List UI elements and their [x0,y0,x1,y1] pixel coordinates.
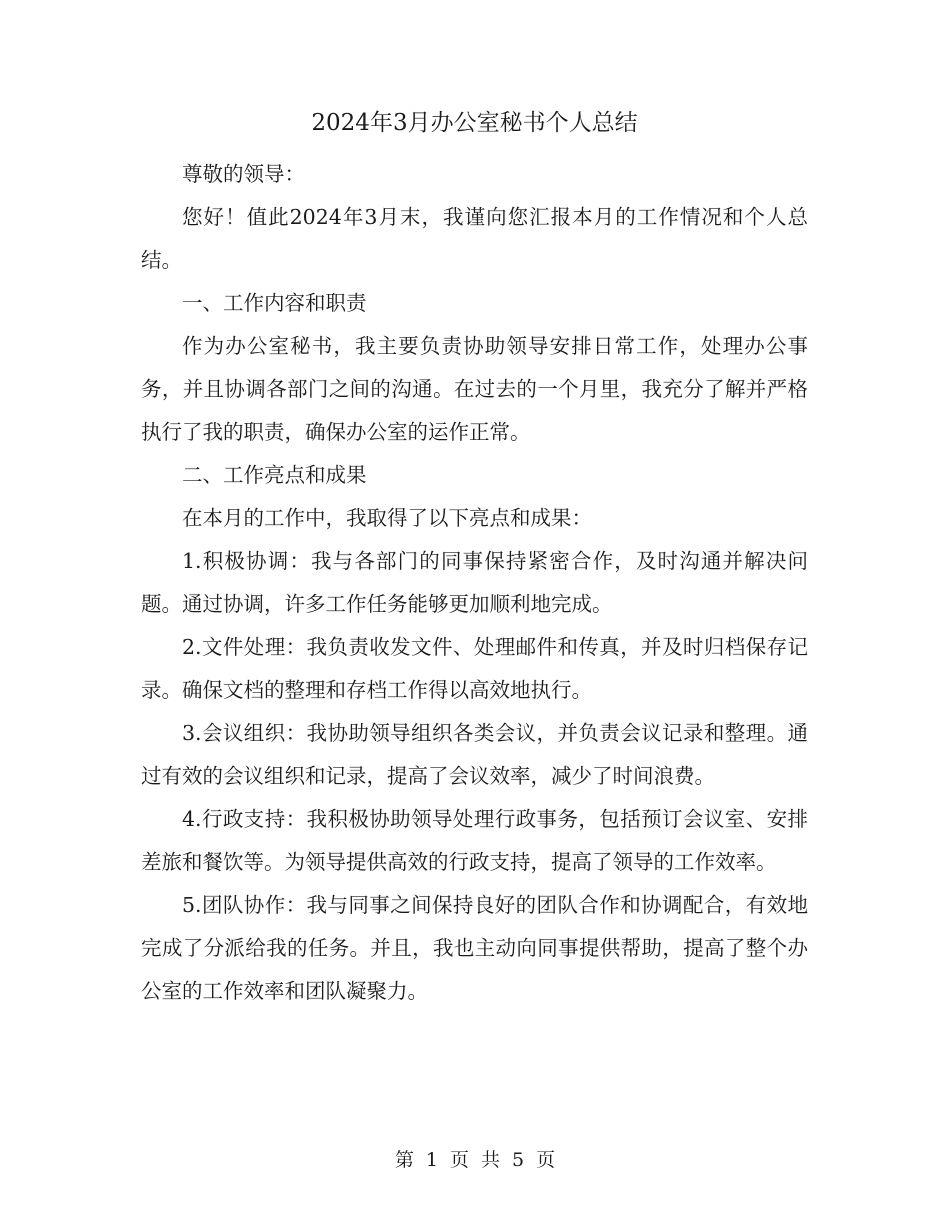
section-heading-highlights: 二、工作亮点和成果 [182,463,367,487]
document-body [141,103,808,1013]
highlight-item: 1.积极协调：我与各部门的同事保持紧密合作，及时沟通并解决问题。通过协调，许多工作任务能够更加顺利地完成。 [141,549,808,616]
greeting-paragraph: 您好！值此2024年3月末，我谨向您汇报本月的工作情况和个人总结。 [141,205,808,272]
highlight-item: 5.团队协作：我与同事之间保持良好的团队合作和协调配合，有效地完成了分派给我的任务。并且，我也主动向同事提供帮助，提高了整个办公室的工作效率和团队凝聚力。 [141,893,808,1003]
page-number-footer: 第 1 页 共 5 页 [394,1149,556,1171]
section-heading-duties: 一、工作内容和职责 [182,291,367,315]
highlight-item: 4.行政支持：我积极协助领导处理行政事务，包括预订会议室、安排差旅和餐饮等。为领导提供高效的行政支持，提高了领导的工作效率。 [141,807,808,874]
document-title: 2024年3月办公室秘书个人总结 [311,110,638,136]
highlight-item: 2.文件处理：我负责收发文件、处理邮件和传真，并及时归档保存记录。确保文档的整理和存档工作得以高效地执行。 [141,635,808,702]
salutation: 尊敬的领导： [182,162,305,186]
highlight-item: 3.会议组织：我协助领导组织各类会议，并负责会议记录和整理。通过有效的会议组织和记录，提高了会议效率，减少了时间浪费。 [141,721,808,788]
highlights-intro: 在本月的工作中，我取得了以下亮点和成果： [182,506,592,530]
duties-paragraph: 作为办公室秘书，我主要负责协助领导安排日常工作，处理办公事务，并且协调各部门之间的沟通。在过去的一个月里，我充分了解并严格执行了我的职责，确保办公室的运作正常。 [141,334,808,444]
